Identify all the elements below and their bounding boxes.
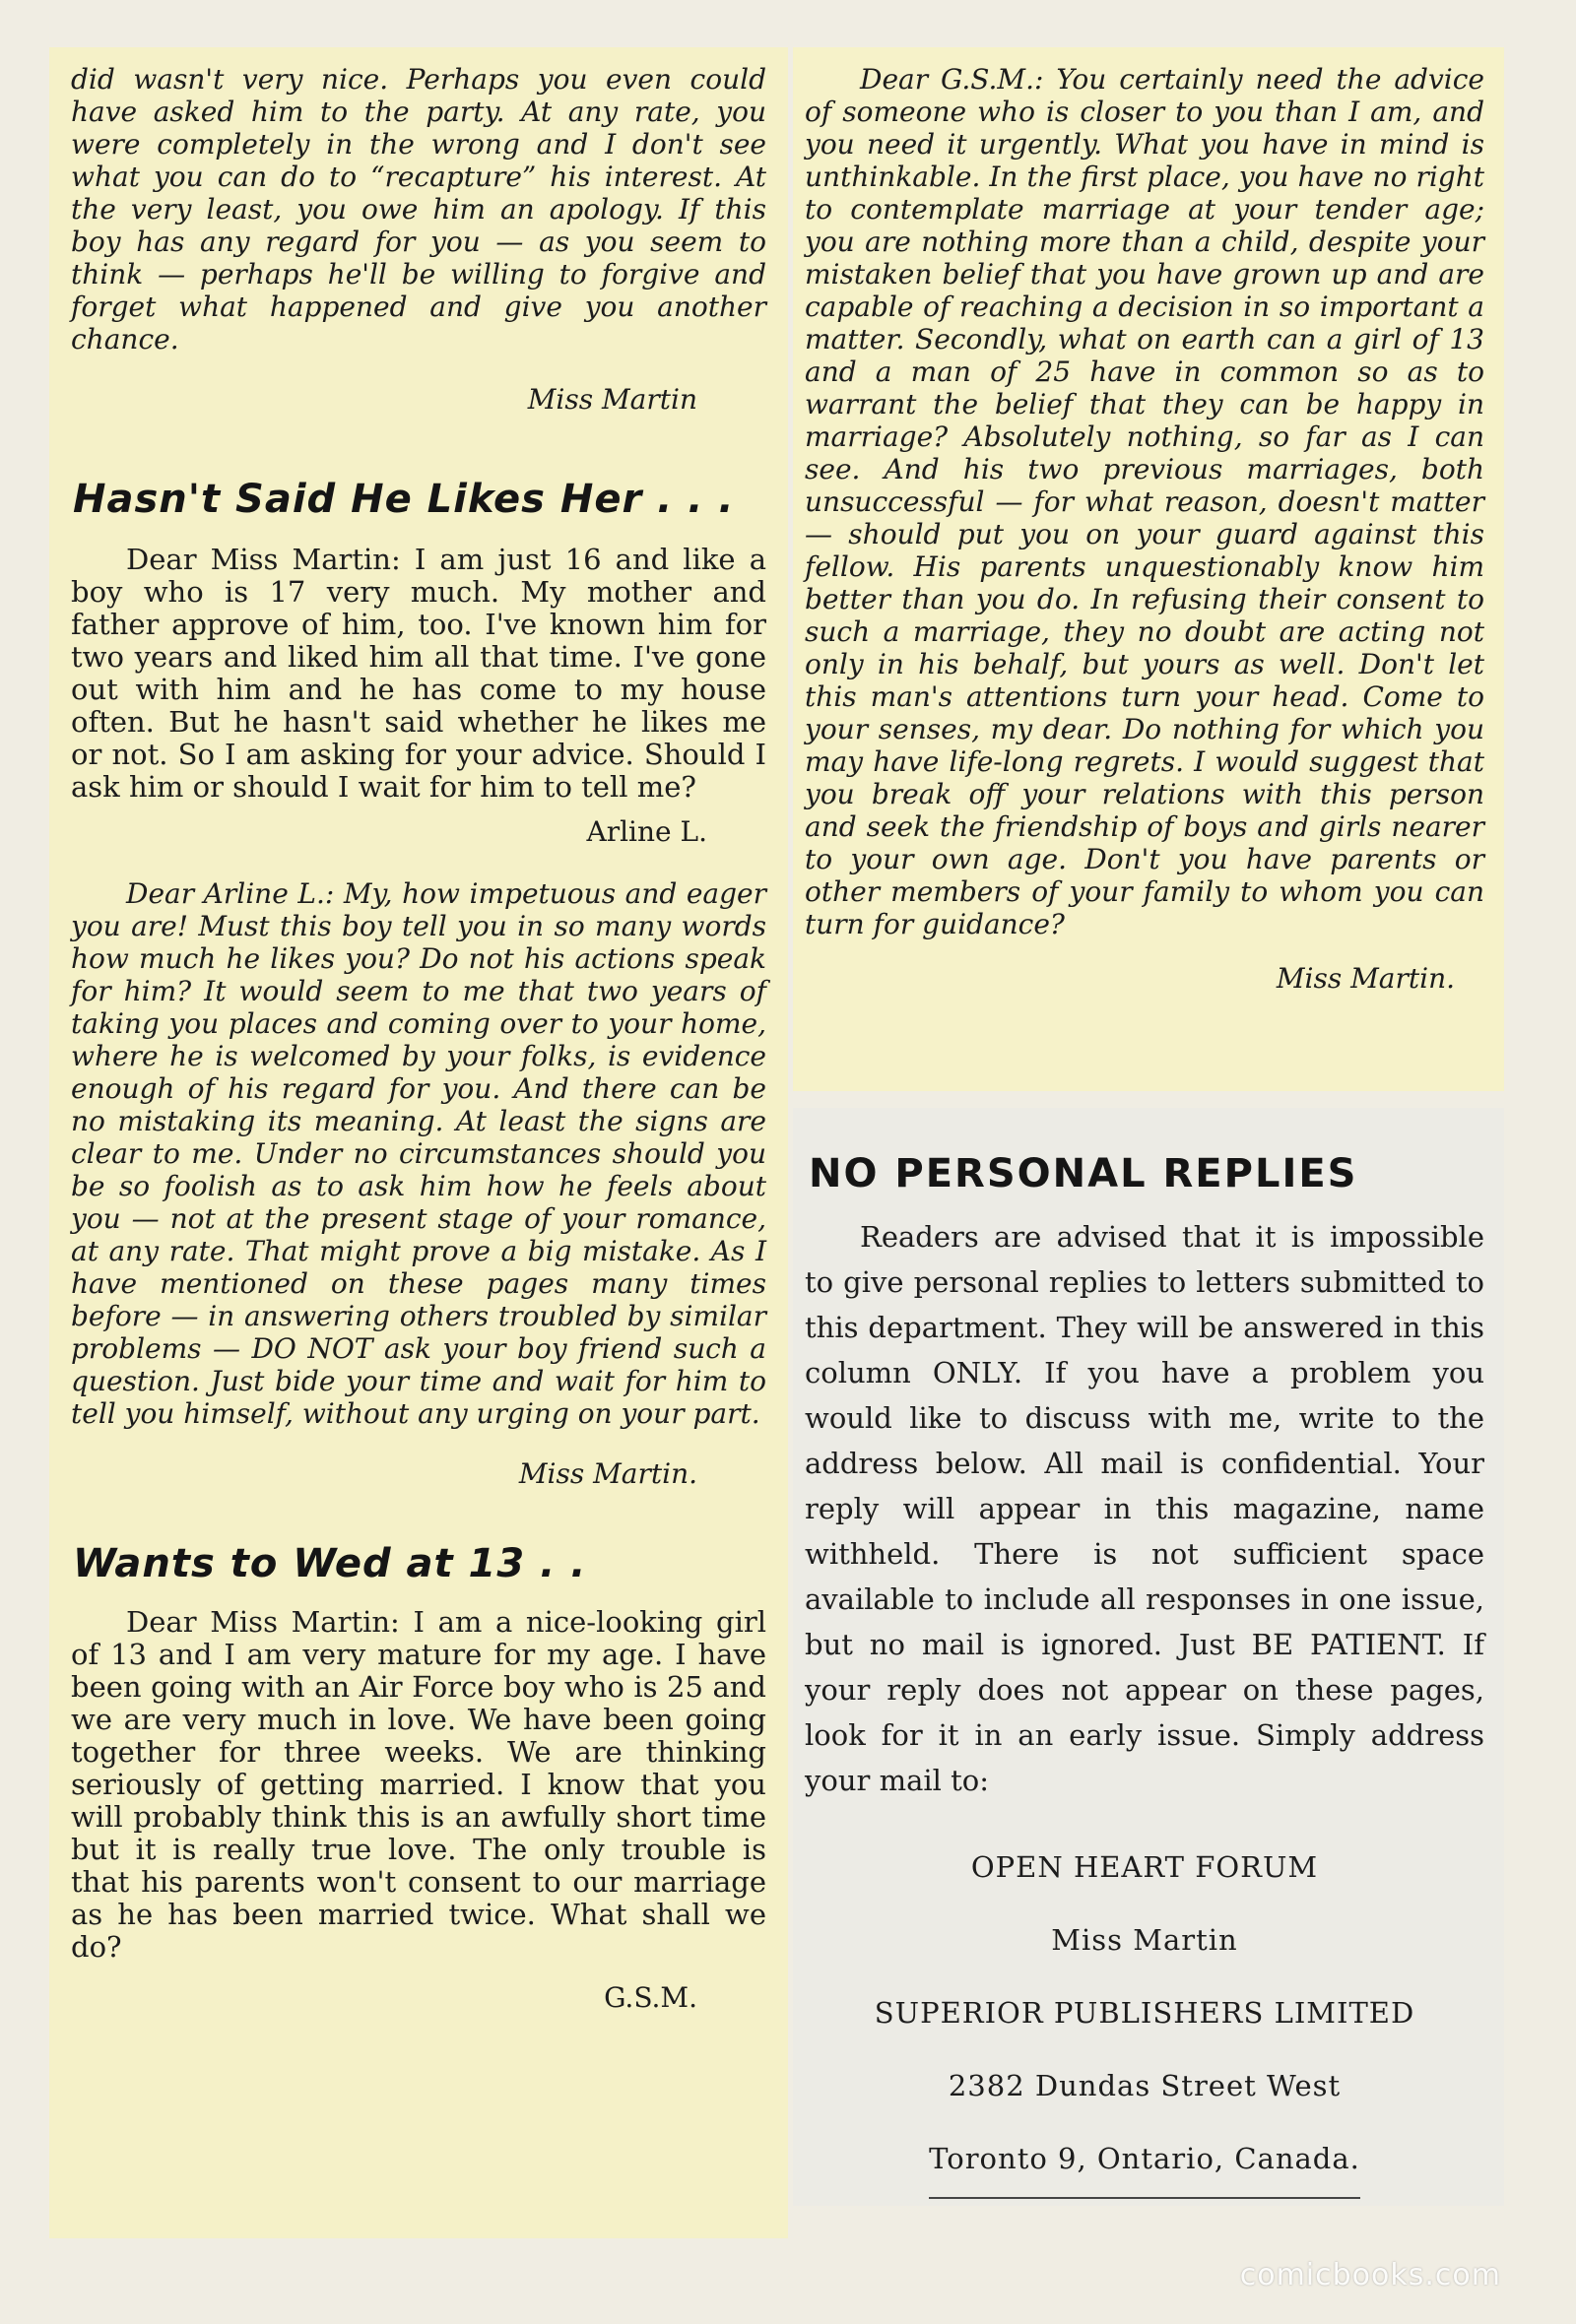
left-column [49,47,788,2238]
reply-arline-signature: Miss Martin. [518,1457,697,1490]
letter-arline-signature: Arline L. [586,815,707,848]
reply-arline-block [71,877,766,1430]
reply-arline-text: Dear Arline L.: My, how impetuous and eager you are! Must this boy tell you in so many words how much he likes you? Do not his actions speak for him? It would seem to me that two years of taking you places and coming over to your home, where he is welcomed by your folks, is evidence enough of his regard for you. And there can be no mistaking its meaning. At least the signs are clear to me. Under no circumstances should you be so foolish as to ask him how he feels about you — not at the present stage of your romance, at any rate. That might prove a big mistake. As I have mentioned on these pages many times before — in answering others troubled by similar problems — DO NOT ask your boy friend such a question. Just bide your time and wait for him to tell you himself, without any urging on your part. [71,877,766,1430]
letter-gsm-signature: G.S.M. [604,1981,697,2014]
continued-reply-text: did wasn't very nice. Perhaps you even could have asked him to the party. At any rate, you were completely in the wrong and I don't see what you can do to “recapture” his interest. At the very least, you owe him an apology. If this boy has any regard for you — as you seem to think — perhaps he'll be willing to forgive and forget what happened and give you another chance. [71,63,766,355]
reply-gsm-block [805,63,1484,940]
notice-heading: NO PERSONAL REPLIES [809,1151,1358,1196]
no-personal-replies-box [793,1108,1504,2206]
address-line-street: 2382 Dundas Street West [948,2069,1342,2102]
address-line-name: Miss Martin [1051,1923,1238,1957]
reply-gsm-signature: Miss Martin. [1276,962,1455,995]
notice-body: Readers are advised that it is impossible to give personal replies to letters submitted to this department. They will be answered in this column ONLY. If you have a problem you would like to discuss with me, write to the address below. All mail is confidential. Your reply will appear in this magazine, name withheld. There is not sufficient space available to include all responses in one issue, but no mail is ignored. Just BE PATIENT. If your reply does not appear on these pages, look for it in an early issue. Simply address your mail to: [805,1220,1484,1797]
site-watermark: comicbooks.com [1239,2258,1501,2292]
reply-gsm-text: Dear G.S.M.: You certainly need the advice of someone who is closer to you than I am, and you need it urgently. What you have in mind is unthinkable. In the first place, you have no right to contemplate marriage at your tender age; you are nothing more than a child, despite your mistaken belief that you have grown up and are capable of reaching a decision in so important a matter. Secondly, what on earth can a girl of 13 and a man of 25 have in common so as to warrant the belief that they can be happy in marriage? Absolutely nothing, so far as I can see. And his two previous marriages, both unsuccessful — for what reason, doesn't matter — should put you on your guard against this fellow. His parents unquestionably know him better than you do. In refusing their consent to such a marriage, they no doubt are acting not only in his behalf, but yours as well. Don't let this man's attentions turn your head. Come to your senses, my dear. Do nothing for which you may have life-long regrets. I would suggest that you break off your relations with this person and seek the friendship of boys and girls nearer to your own age. Don't you have parents or other members of your family to whom you can turn for guidance? [805,63,1484,940]
right-column-top [793,47,1504,1091]
continued-reply-block [71,63,766,355]
continued-reply-signature: Miss Martin [527,383,697,416]
mailing-address [805,1831,1484,2199]
letter-gsm: Dear Miss Martin: I am a nice-looking girl of 13 and I am very mature for my age. I have been going with an Air Force boy who is 25 and we are very much in love. We have been going together for three weeks. We are thinking seriously of getting married. I know that you will probably think this is an awfully short time but it is really true love. The only trouble is that his parents won't consent to our marriage as he has been married twice. What shall we do? [71,1605,766,1964]
address-line-city: Toronto 9, Ontario, Canada. [929,2122,1360,2199]
heading-wants-to-wed: Wants to Wed at 13 . . [73,1541,587,1586]
address-line-publisher: SUPERIOR PUBLISHERS LIMITED [874,1996,1415,2030]
heading-hasnt-said-he-likes-her: Hasn't Said He Likes Her . . . [73,477,735,522]
letter-arline: Dear Miss Martin: I am just 16 and like a boy who is 17 very much. My mother and father approve of him, too. I've known him for two years and liked him all that time. I've gone out with him and he has come to my house often. But he hasn't said whether he likes me or not. So I am asking for your advice. Should I ask him or should I wait for him to tell me? [71,543,766,804]
address-line-city-wrap [805,2122,1484,2199]
address-line-forum: OPEN HEART FORUM [970,1850,1319,1884]
